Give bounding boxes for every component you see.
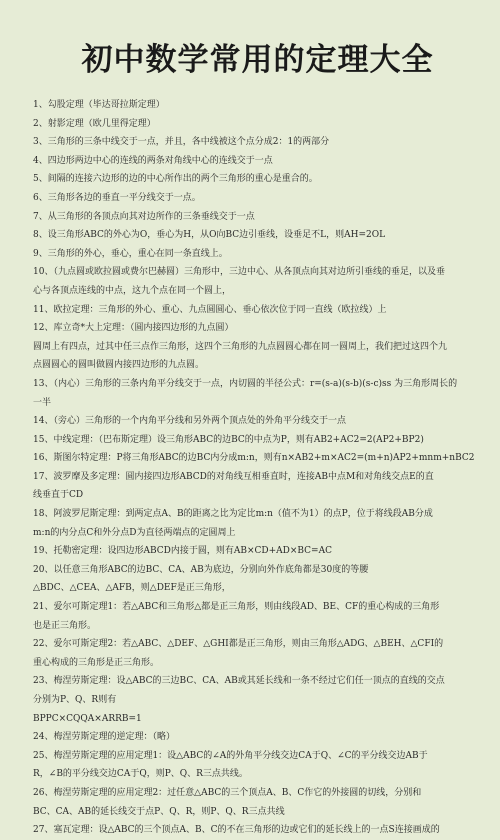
text-line: 10、（九点圆或欧拉圆或费尔巴赫圆）三角形中，三边中心、从各顶点向其对边所引垂线的垂足，以及垂 — [33, 267, 445, 278]
text-line: 13、（内心）三角形的三条内角平分线交于一点，内切圆的半径公式：r=(s-a)(s-b)(s-c)ss 为三角形周长的 — [33, 378, 458, 389]
text-line: 点圆圆心的圆叫做圆内接四边形的九点圆。 — [33, 360, 205, 371]
text-line: 一半 — [33, 397, 52, 408]
text-line: 18、阿波罗尼斯定理：到两定点A、B的距离之比为定比m:n（值不为1）的点P，位于将线段AB分成 — [33, 509, 433, 520]
text-line: 25、梅涅劳斯定理的应用定理1：设△ABC的∠A的外角平分线交边CA于Q、∠C的平分线交边AB于 — [33, 750, 428, 761]
text-line: 24、梅涅劳斯定理的逆定理：（略） — [33, 732, 175, 743]
text-line: m:n的内分点C和外分点D为直径两端点的定圆周上 — [33, 527, 236, 538]
text-line: 7、从三角形的各顶点向其对边所作的三条垂线交于一点 — [33, 211, 255, 222]
text-line: 8、设三角形ABC的外心为O，垂心为H，从O向BC边引垂线，设垂足不L，则AH=2OL — [33, 230, 386, 241]
text-line: 4、四边形两边中心的连线的两条对角线中心的连线交于一点 — [33, 155, 273, 166]
text-line: 线垂直于CD — [33, 490, 84, 501]
text-line: 也是正三角形。 — [33, 620, 97, 631]
text-line: 心与各顶点连线的中点，这九个点在同一个圆上， — [33, 285, 232, 296]
text-line: 5、间隔的连接六边形的边的中心所作出的两个三角形的重心是重合的。 — [33, 174, 318, 185]
text-line: 26、梅涅劳斯定理的应用定理2：过任意△ABC的三个顶点A、B、C作它的外接圆的切线，分别和 — [33, 787, 422, 798]
text-line: 20、以任意三角形ABC的边BC、CA、AB为底边，分别向外作底角都是30度的等腰 — [33, 564, 369, 575]
text-line: 17、波罗摩及多定理：圆内接四边形ABCD的对角线互相垂直时，连接AB中点M和对角线交点E的直 — [33, 471, 434, 482]
theorem-list — [33, 96, 482, 840]
text-line: BC、CA、AB的延长线交于点P、Q、R，则P、Q、R三点共线 — [33, 806, 285, 817]
text-line: 3、三角形的三条中线交于一点，并且，各中线被这个点分成2：1的两部分 — [33, 137, 330, 148]
text-line: R，∠B的平分线交边CA于Q，则P、Q、R三点共线。 — [33, 769, 248, 780]
text-line: 19、托勒密定理：设四边形ABCD内接于圆，则有AB×CD+AD×BC=AC — [33, 546, 332, 557]
text-line: 重心构成的三角形是正三角形。 — [33, 657, 160, 668]
text-line: 23、梅涅劳斯定理：设△ABC的三边BC、CA、AB或其延长线和一条不经过它们任一顶点的直线的交点 — [33, 676, 445, 687]
text-line: 22、爱尔可斯定理2：若△ABC、△DEF、△GHI都是正三角形，则由三角形△ADG、△BEH、△CFI的 — [33, 639, 444, 650]
text-line: 分别为P、Q、R则有 — [33, 695, 117, 705]
text-line: 6、三角形各边的垂直一平分线交于一点。 — [33, 192, 201, 203]
text-line: 27、塞瓦定理：设△ABC的三个顶点A、B、C的不在三角形的边或它们的延长线上的一点S连接画成的 — [33, 825, 440, 836]
text-line: 11、欧拉定理：三角形的外心、重心、九点圆圆心、垂心依次位于同一直线（欧拉线）上 — [33, 304, 387, 315]
text-line: 21、爱尔可斯定理1：若△ABC和三角形△都是正三角形，则由线段AD、BE、CF的重心构成的三角形 — [33, 602, 440, 613]
text-line: △BDC、△CEA、△AFB，则△DEF是正三角形， — [33, 583, 231, 594]
text-line: 9、三角形的外心，垂心，重心在同一条直线上。 — [33, 248, 228, 259]
text-line: 16、斯图尔特定理：P将三角形ABC的边BC内分成m:n，则有n×AB2+m×AC2=(m+n)AP2+mnm+nBC2 — [33, 453, 475, 464]
text-line: 15、中线定理：（巴布斯定理）设三角形ABC的边BC的中点为P，则有AB2+AC2=2(AP2+BP2) — [33, 434, 424, 445]
text-line: BPPC×CQQA×ARRB=1 — [33, 713, 142, 724]
text-line: 12、库立奇*大上定理：（圆内接四边形的九点圆） — [33, 323, 234, 334]
text-line: 14、（旁心）三角形的一个内角平分线和另外两个顶点处的外角平分线交于一点 — [33, 416, 346, 427]
text-line: 1、勾股定理（毕达哥拉斯定理） — [33, 100, 165, 110]
text-line: 2、射影定理（欧几里得定理） — [33, 118, 156, 129]
page-title: 初中数学常用的定理大全 — [81, 42, 434, 78]
text-line: 圆周上有四点，过其中任三点作三角形，这四个三角形的九点圆圆心都在同一圆周上，我们把过这四个九 — [33, 341, 448, 352]
